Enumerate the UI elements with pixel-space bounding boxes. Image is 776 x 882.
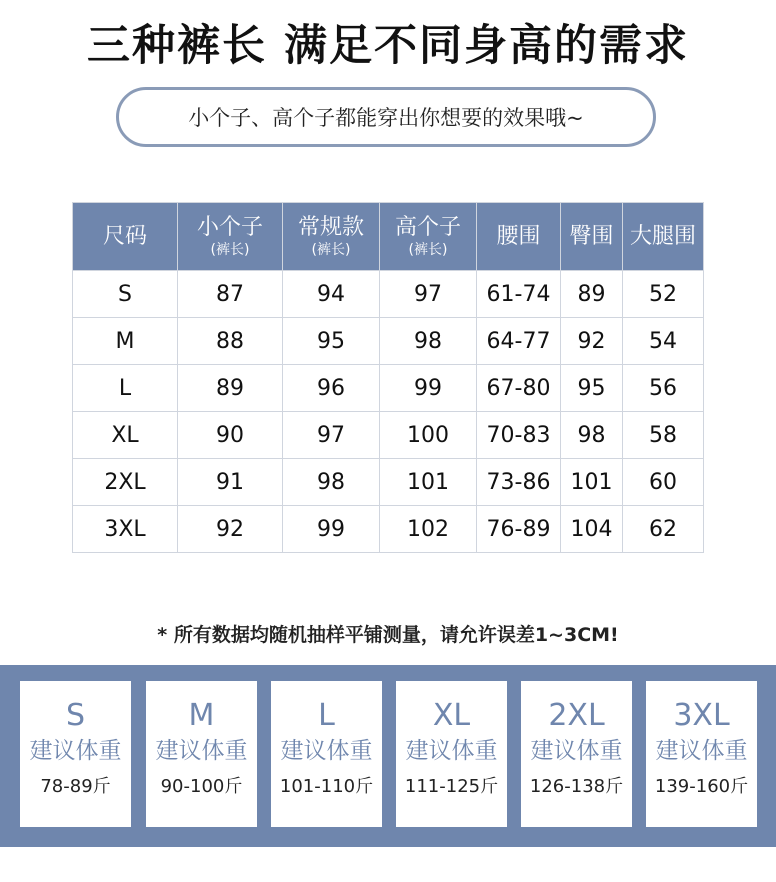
table-cell: 2XL xyxy=(73,459,178,506)
table-cell: 104 xyxy=(561,506,623,553)
card-range: 78-89斤 xyxy=(40,776,111,797)
table-cell: 70-83 xyxy=(477,412,561,459)
table-cell: 96 xyxy=(283,365,380,412)
weight-card-2xl xyxy=(521,681,632,827)
card-range: 111-125斤 xyxy=(404,776,499,797)
table-cell: 60 xyxy=(623,459,704,506)
card-label: 建议体重 xyxy=(155,738,248,764)
header-tall-length: 高个子 (裤长) xyxy=(380,203,477,271)
table-row xyxy=(73,365,704,412)
card-size: 3XL xyxy=(673,698,730,733)
table-cell: 98 xyxy=(380,318,477,365)
table-cell: 54 xyxy=(623,318,704,365)
table-cell: 98 xyxy=(283,459,380,506)
header-regular-length: 常规款 (裤长) xyxy=(283,203,380,271)
table-cell: 101 xyxy=(561,459,623,506)
table-cell: 88 xyxy=(178,318,283,365)
header-thigh: 大腿围 xyxy=(623,203,704,271)
table-cell: 73-86 xyxy=(477,459,561,506)
table-cell: 89 xyxy=(178,365,283,412)
card-size: M xyxy=(188,698,215,733)
table-cell: 92 xyxy=(178,506,283,553)
table-cell: 58 xyxy=(623,412,704,459)
table-cell: S xyxy=(73,271,178,318)
measurement-note: * 所有数据均随机抽样平铺测量，请允许误差1~3CM! xyxy=(157,624,619,646)
table-cell: 98 xyxy=(561,412,623,459)
card-size: 2XL xyxy=(548,698,605,733)
table-cell: 91 xyxy=(178,459,283,506)
table-cell: L xyxy=(73,365,178,412)
table-cell: 52 xyxy=(623,271,704,318)
subtitle-text: 小个子、高个子都能穿出你想要的效果哦~ xyxy=(188,106,584,130)
table-cell: 95 xyxy=(283,318,380,365)
card-label: 建议体重 xyxy=(530,738,623,764)
weight-card-s xyxy=(20,681,131,827)
weight-card-xl xyxy=(396,681,507,827)
table-cell: 61-74 xyxy=(477,271,561,318)
table-cell: 101 xyxy=(380,459,477,506)
table-cell: 97 xyxy=(380,271,477,318)
table-cell: 76-89 xyxy=(477,506,561,553)
card-label: 建议体重 xyxy=(29,738,122,764)
table-cell: 92 xyxy=(561,318,623,365)
card-range: 126-138斤 xyxy=(529,776,624,797)
header-waist: 腰围 xyxy=(477,203,561,271)
card-label: 建议体重 xyxy=(405,738,498,764)
table-cell: 89 xyxy=(561,271,623,318)
card-size: S xyxy=(65,698,86,733)
table-cell: 99 xyxy=(380,365,477,412)
table-cell: 87 xyxy=(178,271,283,318)
table-cell: 102 xyxy=(380,506,477,553)
weight-card-3xl xyxy=(646,681,757,827)
card-size: L xyxy=(318,698,335,733)
card-range: 101-110斤 xyxy=(279,776,374,797)
header-hip: 臀围 xyxy=(561,203,623,271)
card-size: XL xyxy=(432,698,471,733)
card-label: 建议体重 xyxy=(280,738,373,764)
card-range: 139-160斤 xyxy=(654,776,749,797)
weight-card-l xyxy=(271,681,382,827)
table-cell: 94 xyxy=(283,271,380,318)
table-row xyxy=(73,459,704,506)
table-cell: 99 xyxy=(283,506,380,553)
table-header-row xyxy=(73,203,704,271)
table-row xyxy=(73,506,704,553)
table-row xyxy=(73,271,704,318)
table-cell: M xyxy=(73,318,178,365)
table-cell: 95 xyxy=(561,365,623,412)
table-cell: 97 xyxy=(283,412,380,459)
card-range: 90-100斤 xyxy=(160,776,243,797)
subtitle-pill xyxy=(116,87,656,147)
header-size: 尺码 xyxy=(73,203,178,271)
table-cell: 100 xyxy=(380,412,477,459)
table-cell: 67-80 xyxy=(477,365,561,412)
table-cell: 90 xyxy=(178,412,283,459)
card-label: 建议体重 xyxy=(655,738,748,764)
size-table xyxy=(72,202,704,553)
page-title: 三种裤长 满足不同身高的需求 xyxy=(87,21,689,71)
table-row xyxy=(73,318,704,365)
header-petite-length: 小个子 (裤长) xyxy=(178,203,283,271)
table-row xyxy=(73,412,704,459)
weight-card-m xyxy=(146,681,257,827)
table-cell: 3XL xyxy=(73,506,178,553)
table-cell: 56 xyxy=(623,365,704,412)
table-cell: 64-77 xyxy=(477,318,561,365)
table-cell: XL xyxy=(73,412,178,459)
table-cell: 62 xyxy=(623,506,704,553)
